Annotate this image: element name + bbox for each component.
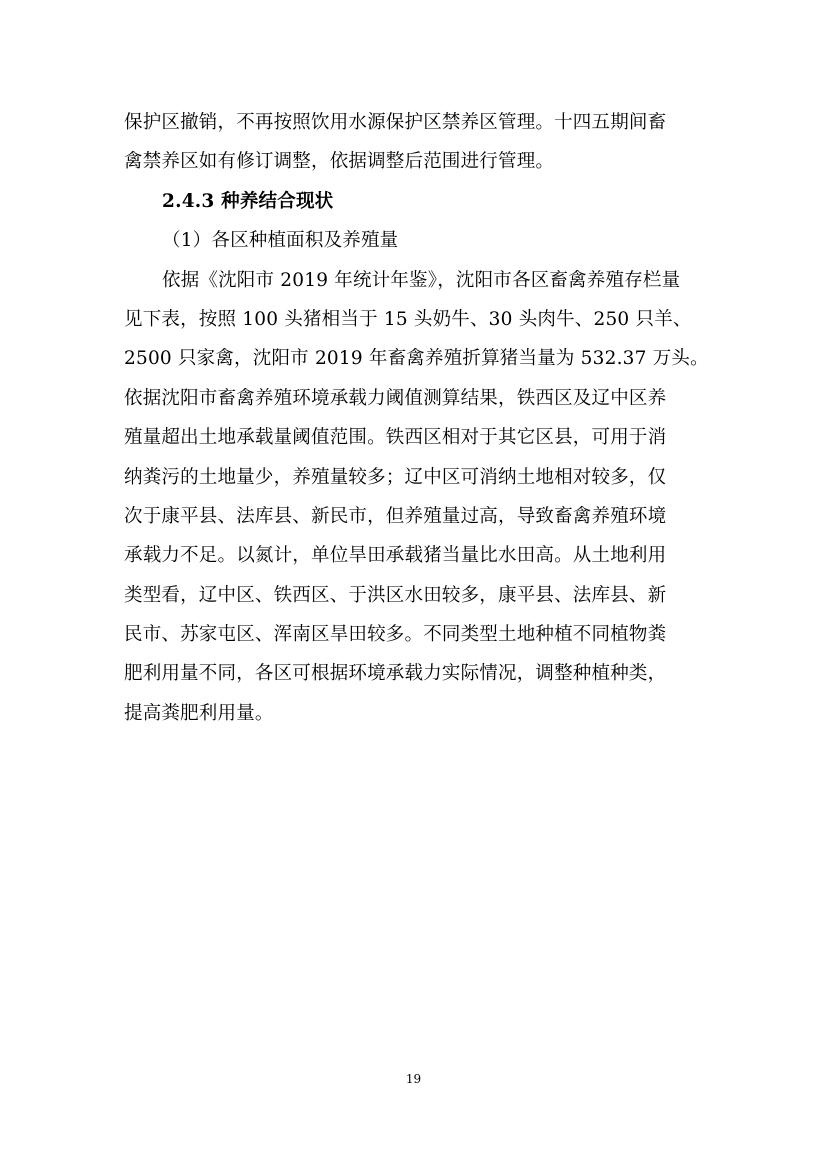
paragraph-line: 纳粪污的土地量少，养殖量较多；辽中区可消纳土地相对较多，仅 [124,466,667,488]
text-line: 保护区撤销，不再按照饮用水源保护区禁养区管理。十四五期间畜 [124,112,667,133]
paragraph-line: 民市、苏家屯区、浑南区旱田较多。不同类型土地种植不同植物粪 [124,624,667,646]
paragraph-line: 提高粪肥利用量。 [124,702,274,724]
body-text [124,103,709,733]
paragraph-line: 2500 只家禽，沈阳市 2019 年畜禽养殖折算猪当量为 532.37 万头。 [124,348,709,370]
subsection-heading: （1）各区种植面积及养殖量 [162,230,399,252]
paragraph-line: 依据沈阳市畜禽养殖环境承载力阈值测算结果，铁西区及辽中区养 [124,387,667,409]
paragraph-line: 见下表，按照 100 头猪相当于 15 头奶牛、30 头肉牛、250 只羊、 [124,308,692,330]
paragraph-line: 承载力不足。以氮计，单位旱田承载猪当量比水田高。从土地利用 [124,545,667,567]
page-number: 19 [405,1072,422,1086]
text-line: 禽禁养区如有修订调整，依据调整后范围进行管理。 [124,151,555,173]
paragraph-line: 殖量超出土地承载量阈值范围。铁西区相对于其它区县，可用于消 [124,427,667,449]
paragraph-line: 类型看，辽中区、铁西区、于洪区水田较多，康平县、法库县、新 [124,584,667,606]
paragraph-line: 依据《沈阳市 2019 年统计年鉴》，沈阳市各区畜禽养殖存栏量 [162,269,681,291]
section-heading: 2.4.3 种养结合现状 [162,190,334,212]
paragraph-line: 次于康平县、法库县、新民市，但养殖量过高，导致畜禽养殖环境 [124,505,667,527]
paragraph-line: 肥利用量不同，各区可根据环境承载力实际情况，调整种植种类， [124,663,667,685]
